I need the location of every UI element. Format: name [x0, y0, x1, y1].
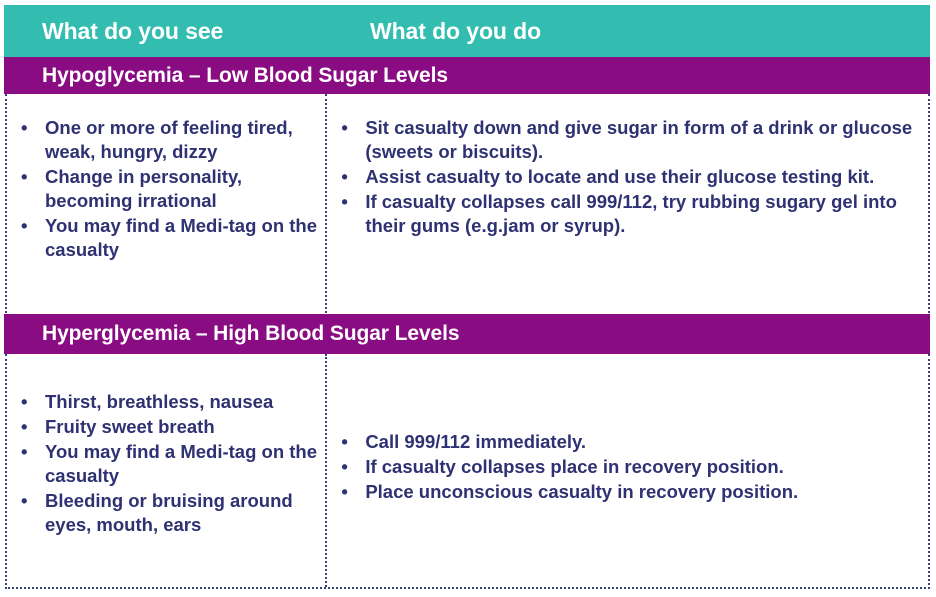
- cell-do-hypoglycemia: [327, 94, 928, 313]
- section-content-hypoglycemia: [5, 94, 930, 313]
- bullet-icon: •: [341, 191, 348, 212]
- list-item: [7, 165, 325, 213]
- list-item-text: You may find a Medi-tag on the casualty: [45, 441, 318, 486]
- bullet-list-see-hyperglycemia: [7, 390, 325, 538]
- list-item: [327, 430, 928, 454]
- list-item: [327, 165, 928, 189]
- bullet-list-see-hypoglycemia: [7, 116, 325, 263]
- section-title-hyperglycemia: Hyperglycemia – High Blood Sugar Levels: [42, 322, 460, 345]
- section-title-hypoglycemia: Hypoglycemia – Low Blood Sugar Levels: [42, 63, 448, 87]
- bullet-icon: •: [21, 391, 28, 412]
- list-item-text: You may find a Medi-tag on the casualty: [45, 215, 318, 260]
- table-header-band: [4, 5, 930, 57]
- bullet-icon: •: [21, 441, 28, 462]
- list-item-text: Change in personality, becoming irrational: [45, 166, 243, 211]
- bullet-icon: •: [21, 215, 28, 236]
- list-item: [327, 116, 928, 164]
- bullet-icon: •: [341, 166, 348, 187]
- list-item-text: Sit casualty down and give sugar in form of a drink or glucose (sweets or biscuits).: [365, 117, 913, 162]
- list-item: [7, 440, 325, 488]
- bullet-icon: •: [341, 481, 348, 502]
- cell-see-hypoglycemia: [7, 94, 327, 313]
- bullet-icon: •: [21, 490, 28, 511]
- list-item: [7, 214, 325, 262]
- list-item-text: Bleeding or bruising around eyes, mouth, ears: [45, 490, 293, 535]
- bullet-icon: •: [341, 117, 348, 138]
- list-item-text: If casualty collapses call 999/112, try rubbing sugary gel into their gums (e.g.jam or syrup).: [365, 191, 897, 236]
- list-item-text: One or more of feeling tired, weak, hungry, dizzy: [45, 117, 293, 162]
- bullet-icon: •: [21, 117, 28, 138]
- cell-see-hyperglycemia: [7, 354, 327, 587]
- bullet-icon: •: [21, 416, 28, 437]
- list-item: [7, 415, 325, 439]
- column-header-what-do-you-do: What do you do: [370, 17, 542, 44]
- list-item: [327, 480, 928, 504]
- bullet-icon: •: [341, 456, 348, 477]
- bullet-icon: •: [341, 431, 348, 452]
- column-header-what-do-you-see: What do you see: [42, 17, 224, 44]
- section-banner-hyperglycemia: [4, 314, 930, 354]
- list-item-text: Fruity sweet breath: [45, 416, 215, 437]
- list-item-text: Place unconscious casualty in recovery position.: [365, 481, 799, 502]
- list-item: [7, 390, 325, 414]
- list-item: [327, 190, 928, 238]
- section-content-hyperglycemia: [5, 354, 930, 589]
- list-item-text: If casualty collapses place in recovery position.: [365, 456, 784, 477]
- bullet-list-do-hypoglycemia: [327, 116, 928, 239]
- section-banner-hypoglycemia: [4, 57, 930, 94]
- list-item: [327, 455, 928, 479]
- list-item: [7, 489, 325, 537]
- list-item: [7, 116, 325, 164]
- bullet-list-do-hyperglycemia: [327, 430, 928, 505]
- list-item-text: Call 999/112 immediately.: [365, 431, 587, 452]
- cell-do-hyperglycemia: [327, 354, 928, 587]
- list-item-text: Thirst, breathless, nausea: [45, 391, 274, 412]
- bullet-icon: •: [21, 166, 28, 187]
- list-item-text: Assist casualty to locate and use their glucose testing kit.: [365, 166, 875, 187]
